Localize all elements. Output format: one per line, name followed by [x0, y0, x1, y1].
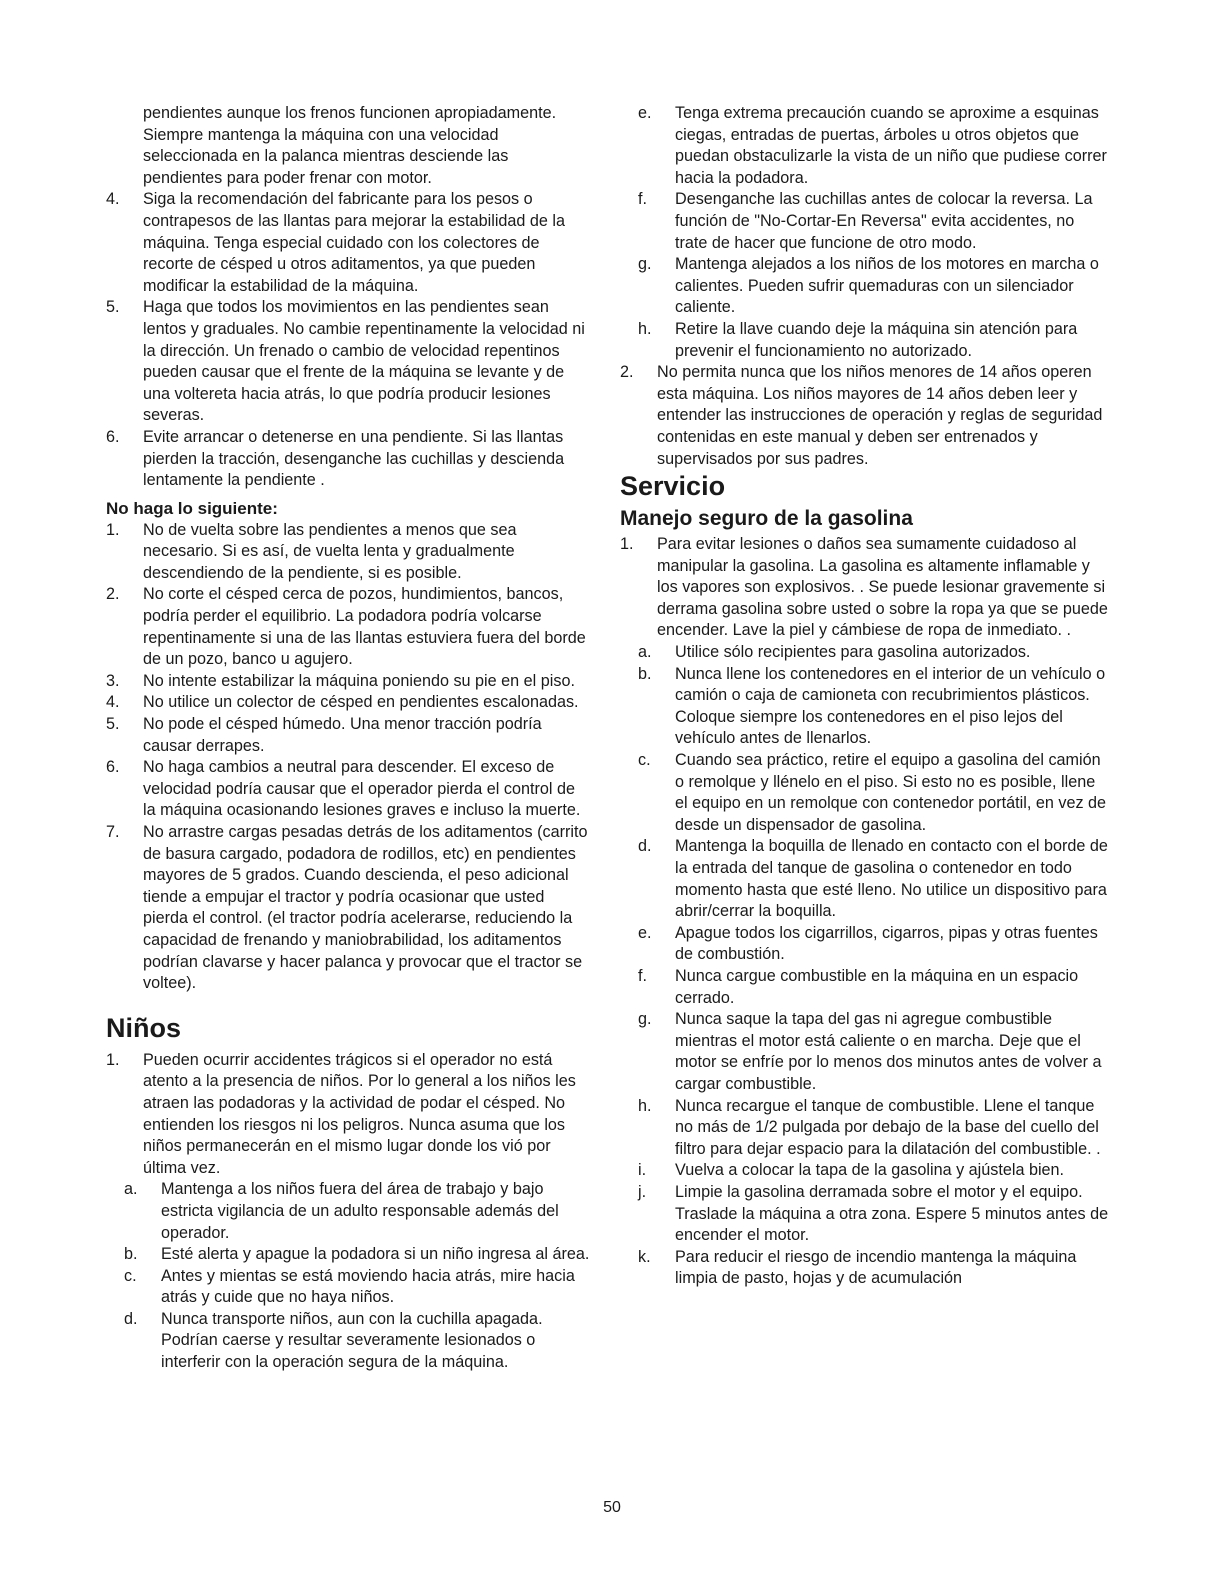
- list-marker: 3.: [106, 671, 120, 690]
- sublist-item-text: Para reducir el riesgo de incendio mantenga la máquina limpia de pasto, hojas y de acumulación: [675, 1247, 1077, 1288]
- ninos-sublist: [124, 1179, 592, 1373]
- sublist-item: [124, 1179, 592, 1244]
- list-item-text: No de vuelta sobre las pendientes a menos que sea necesario. Si es así, de vuelta lenta y gradualmente descendiendo de la pendiente, si es posible.: [143, 520, 517, 582]
- list-marker: 2.: [106, 585, 120, 604]
- sublist-marker: c.: [638, 751, 651, 770]
- list-item-text: No corte el césped cerca de pozos, hundimientos, bancos, podría perder el equilibrio. La podadora podría volcarse repentinamente si una de las llantas estuviera fuera del borde de un pozo, banco u agujero.: [143, 585, 586, 669]
- sublist-item: [638, 1182, 1110, 1247]
- list-item: [106, 692, 592, 714]
- sublist-item-text: Nunca transporte niños, aun con la cuchilla apagada. Podrían caerse y resultar severamente lesionados o interferir con la operación segura de la máquina.: [161, 1309, 543, 1372]
- list-item-text: Pueden ocurrir accidentes trágicos si el operador no está atento a la presencia de niños. Por lo general a los niños les atraen las podadoras y la actividad de podar el césped. No entienden los riesgos ni los peligros. Nunca asuma que los niños permanecerán en el mismo lugar donde los vió por última vez.: [143, 1050, 576, 1177]
- sublist-item: [638, 664, 1110, 750]
- list-marker: 6.: [106, 427, 120, 446]
- list-marker: 6.: [106, 758, 120, 777]
- sublist-marker: e.: [638, 104, 652, 122]
- list-item-text: Para evitar lesiones o daños sea sumamente cuidadoso al manipular la gasolina. La gasolina es altamente inflamable y los vapores son explosivos. . Se puede lesionar gravemente si derrama gasolina sobre usted o sobre la ropa ya que se puede encender. Lave la piel y cámbiese de ropa de inmediato. .: [657, 535, 1108, 640]
- sublist-item: [638, 319, 1110, 362]
- list-item-text: No haga cambios a neutral para descender. El exceso de velocidad podría causar que el operador pierda el control de la máquina ocasionando lesiones graves e incluso la muerte.: [143, 758, 581, 820]
- sublist-item: [638, 642, 1110, 664]
- sublist-marker: h.: [638, 1096, 652, 1115]
- servicio-heading: Servicio: [620, 471, 726, 502]
- no-haga-heading: No haga lo siguiente:: [106, 498, 278, 518]
- sublist-marker: f.: [638, 190, 647, 209]
- intro-continuation: pendientes aunque los frenos funcionen apropiadamente. Siempre mantenga la máquina con una velocidad seleccionada en la palanca mientras desciende las pendientes para poder frenar con motor.: [143, 104, 557, 187]
- sublist-item-text: Limpie la gasolina derramada sobre el motor y el equipo. Traslade la máquina a otra zona. Espere 5 minutos antes de encender el motor.: [675, 1182, 1109, 1245]
- sublist-item: [638, 966, 1110, 1009]
- sublist-item: [638, 836, 1110, 922]
- sublist-marker: a.: [124, 1180, 138, 1199]
- ninos-list: [106, 1050, 592, 1180]
- sublist-item-text: Tenga extrema precaución cuando se aproxime a esquinas ciegas, entradas de puertas, árboles u otros objetos que puedan obstaculizarle la vista de un niño que pudiese correr hacia la podadora.: [675, 104, 1107, 187]
- list-marker: 5.: [106, 298, 120, 317]
- sublist-marker: h.: [638, 319, 652, 338]
- list-item: [106, 297, 592, 427]
- list-marker: 4.: [106, 693, 120, 712]
- sublist-item-text: Mantenga a los niños fuera del área de trabajo y bajo estricta vigilancia de un adulto responsable además del operador.: [161, 1180, 559, 1242]
- ninos-sublist-continued: [638, 103, 1110, 362]
- sublist-item: [124, 1309, 592, 1374]
- sublist-item-text: Nunca saque la tapa del gas ni agregue combustible mientras el motor está caliente o en marcha. Deje que el motor se enfríe por lo menos dos minutos antes de volver a cargar combustible.: [675, 1010, 1102, 1093]
- sublist-item: [638, 923, 1110, 966]
- sublist-marker: k.: [638, 1247, 651, 1266]
- ninos-heading: Niños: [106, 1012, 182, 1043]
- gasolina-list: [620, 534, 1110, 642]
- list-item-text: Siga la recomendación del fabricante para los pesos o contrapesos de las llantas para mejorar la estabilidad de la máquina. Tenga especial cuidado con los colectores de recorte de césped u otros aditamentos, ya que pueden modificar la estabilidad de la máquina.: [143, 190, 566, 295]
- sublist-marker: d.: [124, 1309, 138, 1328]
- sublist-marker: c.: [124, 1266, 137, 1285]
- ninos-list-continued: [620, 362, 1110, 470]
- list-item: [106, 757, 592, 822]
- sublist-item-text: Apague todos los cigarrillos, cigarros, pipas y otras fuentes de combustión.: [675, 923, 1098, 964]
- sublist-item-text: Antes y mientas se está moviendo hacia atrás, mire hacia atrás y cuide que no haya niños.: [161, 1266, 575, 1307]
- page-number: 50: [603, 1499, 621, 1516]
- list-item-text: Haga que todos los movimientos en las pendientes sean lentos y graduales. No cambie repentinamente la velocidad ni la dirección. Un frenado o cambio de velocidad repentinos pueden causar que el frente de la máquina se levante y de una voltereta hacia atrás, lo que podría producir lesiones severas.: [143, 298, 585, 425]
- sublist-item: [638, 103, 1110, 189]
- list-item: [106, 520, 592, 585]
- sublist-marker: g.: [638, 1010, 652, 1029]
- list-item-text: Evite arrancar o detenerse en una pendiente. Si las llantas pierden la tracción, desenganche las cuchillas y descienda lentamente la pendiente .: [143, 427, 565, 490]
- sublist-item-text: Vuelva a colocar la tapa de la gasolina y ajústela bien.: [675, 1161, 1065, 1180]
- list-item: [106, 714, 592, 757]
- sublist-item-text: Mantenga la boquilla de llenado en contacto con el borde de la entrada del tanque de gasolina o contenedor en todo momento hasta que esté lleno. No utilice un dispositivo para abrir/cerrar la boquilla.: [675, 837, 1108, 921]
- sublist-item-text: Cuando sea práctico, retire el equipo a gasolina del camión o remolque y llénelo en el piso. Si esto no es posible, llene el equipo en un remolque con contenedor portátil, en vez de desde un dispensador de gasolina.: [675, 751, 1107, 834]
- left-column: [106, 103, 592, 1374]
- sublist-item: [638, 1096, 1110, 1161]
- sublist-item-text: Nunca llene los contenedores en el interior de un vehículo o camión o caja de camioneta con recubrimientos plásticos. Coloque siempre los contenedores en el piso lejos del vehículo antes de llenarlos.: [675, 664, 1106, 748]
- sublist-item-text: Desenganche las cuchillas antes de colocar la reversa. La función de "No-Cortar-En Reversa" evita accidentes, no trate de hacer que funcione de otro modo.: [675, 190, 1093, 252]
- sublist-item: [638, 750, 1110, 836]
- sublist-marker: a.: [638, 643, 652, 662]
- right-column: [620, 103, 1110, 1290]
- list-item-text: No pode el césped húmedo. Una menor tracción podría causar derrapes.: [143, 715, 542, 755]
- sublist-item: [638, 1247, 1110, 1290]
- list-item-text: No intente estabilizar la máquina poniendo su pie en el piso.: [143, 671, 575, 690]
- sublist-marker: b.: [638, 664, 652, 683]
- sublist-item-text: Utilice sólo recipientes para gasolina autorizados.: [675, 643, 1031, 662]
- list-marker: 1.: [106, 520, 120, 539]
- list-item-text: No utilice un colector de césped en pendientes escalonadas.: [143, 693, 579, 712]
- list-item: [620, 534, 1110, 642]
- sublist-marker: d.: [638, 837, 652, 856]
- sublist-marker: e.: [638, 923, 652, 942]
- sublist-item: [638, 254, 1110, 319]
- sublist-item: [638, 1009, 1110, 1095]
- sublist-item-text: Nunca recargue el tanque de combustible. Llene el tanque no más de 1/2 pulgada por debajo de la base del cuello del filtro para dejar espacio para la dilatación del combustible. .: [675, 1096, 1101, 1158]
- sublist-item: [638, 1160, 1110, 1182]
- sublist-item-text: Nunca cargue combustible en la máquina en un espacio cerrado.: [675, 966, 1079, 1007]
- slope-tips-list: [106, 189, 592, 491]
- sublist-marker: j.: [638, 1182, 647, 1201]
- list-item-text: No arrastre cargas pesadas detrás de los aditamentos (carrito de basura cargado, podadora de rodillos, etc) en pendientes mayores de 5 grados. Cuando descienda, el peso adicional tiende a empujar el tractor y podría ocasionar que usted pierda el control. (el tractor podría acelerarse, reduciendo la capacidad de frenando y maniobrabilidad, los aditamentos podrían clavarse y hacer palanca y provocar que el tractor se voltee).: [143, 823, 588, 993]
- list-item: [106, 1050, 592, 1180]
- sublist-item-text: Esté alerta y apague la podadora si un niño ingresa al área.: [161, 1245, 590, 1264]
- list-marker: 4.: [106, 190, 120, 209]
- sublist-item-text: Mantenga alejados a los niños de los motores en marcha o calientes. Pueden sufrir quemaduras con un silenciador caliente.: [675, 255, 1099, 317]
- list-item: [106, 822, 592, 995]
- sublist-marker: b.: [124, 1245, 138, 1264]
- sublist-item: [124, 1244, 592, 1266]
- do-not-list: [106, 520, 592, 995]
- sublist-item-text: Retire la llave cuando deje la máquina sin atención para prevenir el funcionamiento no autorizado.: [675, 319, 1078, 360]
- list-marker: 5.: [106, 715, 120, 734]
- list-item: [106, 671, 592, 693]
- sublist-marker: f.: [638, 966, 647, 985]
- list-marker: 2.: [620, 363, 634, 382]
- gasolina-heading: Manejo seguro de la gasolina: [620, 507, 913, 531]
- list-item: [106, 584, 592, 670]
- list-marker: 1.: [106, 1050, 120, 1069]
- gasolina-sublist: [638, 642, 1110, 1290]
- sublist-marker: g.: [638, 255, 652, 274]
- list-item: [106, 189, 592, 297]
- list-marker: 1.: [620, 535, 634, 554]
- list-item: [620, 362, 1110, 470]
- list-marker: 7.: [106, 823, 120, 841]
- sublist-item: [124, 1266, 592, 1309]
- list-item: [106, 427, 592, 492]
- sublist-marker: i.: [638, 1161, 647, 1180]
- list-item-text: No permita nunca que los niños menores de 14 años operen esta máquina. Los niños mayores de 14 años deben leer y entender las instrucciones de operación y reglas de seguridad contenidas en este manual y deben ser entrenados y supervisados por sus padres.: [657, 363, 1103, 468]
- sublist-item: [638, 189, 1110, 254]
